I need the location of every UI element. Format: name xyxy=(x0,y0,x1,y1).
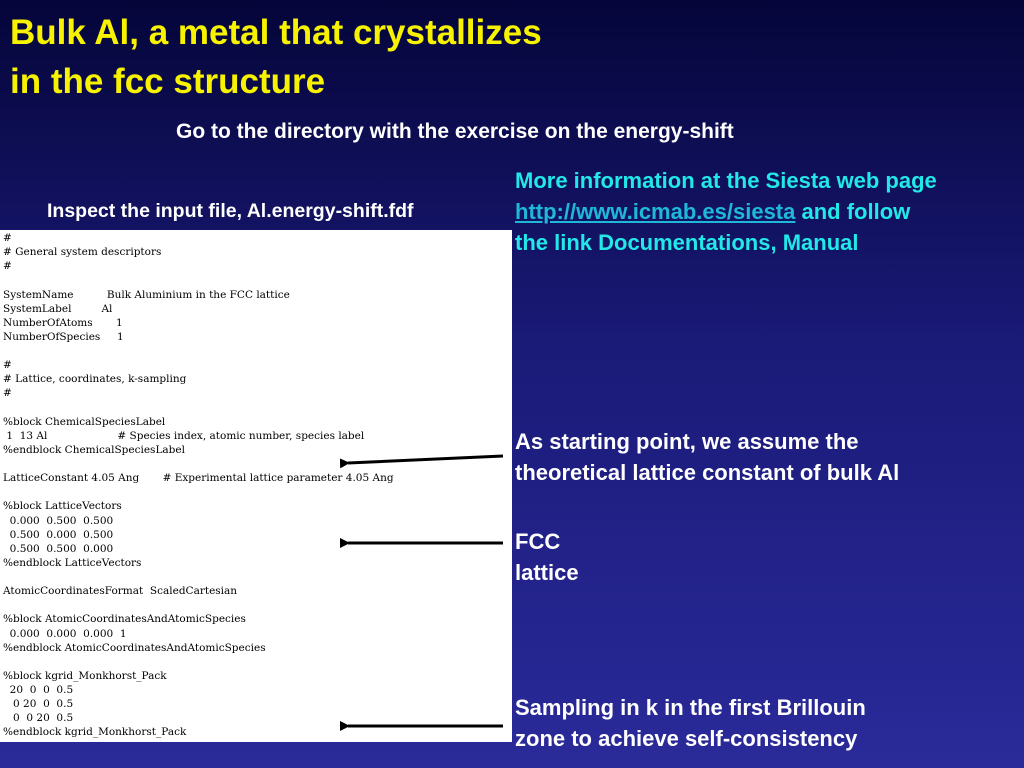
code-line: LatticeConstant 4.05 Ang # Experimental lattice parameter 4.05 Ang xyxy=(3,472,394,485)
code-line: 0 20 0 0.5 xyxy=(3,698,74,711)
code-line: # Lattice, coordinates, k-sampling xyxy=(3,373,187,386)
note-sampling xyxy=(515,692,866,754)
note-lattice-constant-line-1: As starting point, we assume the xyxy=(515,429,859,454)
code-line: %endblock ChemicalSpeciesLabel xyxy=(3,443,185,456)
code-line: # General system descriptors xyxy=(3,246,162,259)
info-line-2-rest: and follow xyxy=(795,199,911,224)
note-sampling-line-2: zone to achieve self-consistency xyxy=(515,726,858,751)
code-line: NumberOfSpecies 1 xyxy=(3,330,124,343)
note-fcc-line-1: FCC xyxy=(515,529,561,554)
inspect-label: Inspect the input file, Al.energy-shift.fdf xyxy=(47,200,414,222)
note-sampling-line-1: Sampling in k in the first Brillouin xyxy=(515,695,866,720)
slide-title xyxy=(10,8,542,106)
code-line: # xyxy=(3,387,12,400)
code-text xyxy=(0,230,512,740)
code-line: 20 0 0 0.5 xyxy=(3,684,74,696)
code-line: %block ChemicalSpeciesLabel xyxy=(3,415,166,428)
code-line: %endblock kgrid_Monkhorst_Pack xyxy=(3,726,187,739)
code-line: 0.500 0.000 0.500 xyxy=(3,528,114,541)
code-line: 1 13 Al # Species index, atomic number, species label xyxy=(3,429,365,442)
code-line: %block AtomicCoordinatesAndAtomicSpecies xyxy=(3,613,246,626)
note-lattice-constant xyxy=(515,426,899,488)
info-text xyxy=(515,165,937,258)
code-line: %endblock LatticeVectors xyxy=(3,556,142,569)
code-line: # xyxy=(3,359,12,372)
code-line: %block kgrid_Monkhorst_Pack xyxy=(3,669,167,682)
slide-title-line-2: in the fcc structure xyxy=(10,62,326,101)
code-line: 0.000 0.000 0.000 1 xyxy=(3,627,127,640)
siesta-link[interactable]: http://www.icmab.es/siesta xyxy=(515,199,796,224)
info-line-1: More information at the Siesta web page xyxy=(515,168,937,193)
info-line-3: the link Documentations, Manual xyxy=(515,230,859,255)
code-line: SystemLabel Al xyxy=(3,302,113,315)
code-line: 0.500 0.500 0.000 xyxy=(3,542,114,555)
note-lattice-constant-line-2: theoretical lattice constant of bulk Al xyxy=(515,460,900,485)
subtitle: Go to the directory with the exercise on the energy-shift xyxy=(176,120,734,143)
code-line: %block LatticeVectors xyxy=(3,500,122,513)
note-fcc-line-2: lattice xyxy=(515,560,579,585)
code-line: 0.000 0.500 0.500 xyxy=(3,514,114,527)
code-line: 0 0 20 0.5 xyxy=(3,712,74,725)
slide-title-line-1: Bulk Al, a metal that crystallizes xyxy=(10,13,542,52)
code-line: # xyxy=(3,260,12,273)
code-line: # xyxy=(3,232,12,244)
code-line: %endblock AtomicCoordinatesAndAtomicSpecies xyxy=(3,641,266,654)
code-line: NumberOfAtoms 1 xyxy=(3,316,123,329)
info-line-2 xyxy=(515,196,937,227)
code-line: SystemName Bulk Aluminium in the FCC lattice xyxy=(3,288,290,301)
code-listing xyxy=(0,230,512,742)
code-line: AtomicCoordinatesFormat ScaledCartesian xyxy=(3,585,238,598)
note-fcc xyxy=(515,526,579,588)
